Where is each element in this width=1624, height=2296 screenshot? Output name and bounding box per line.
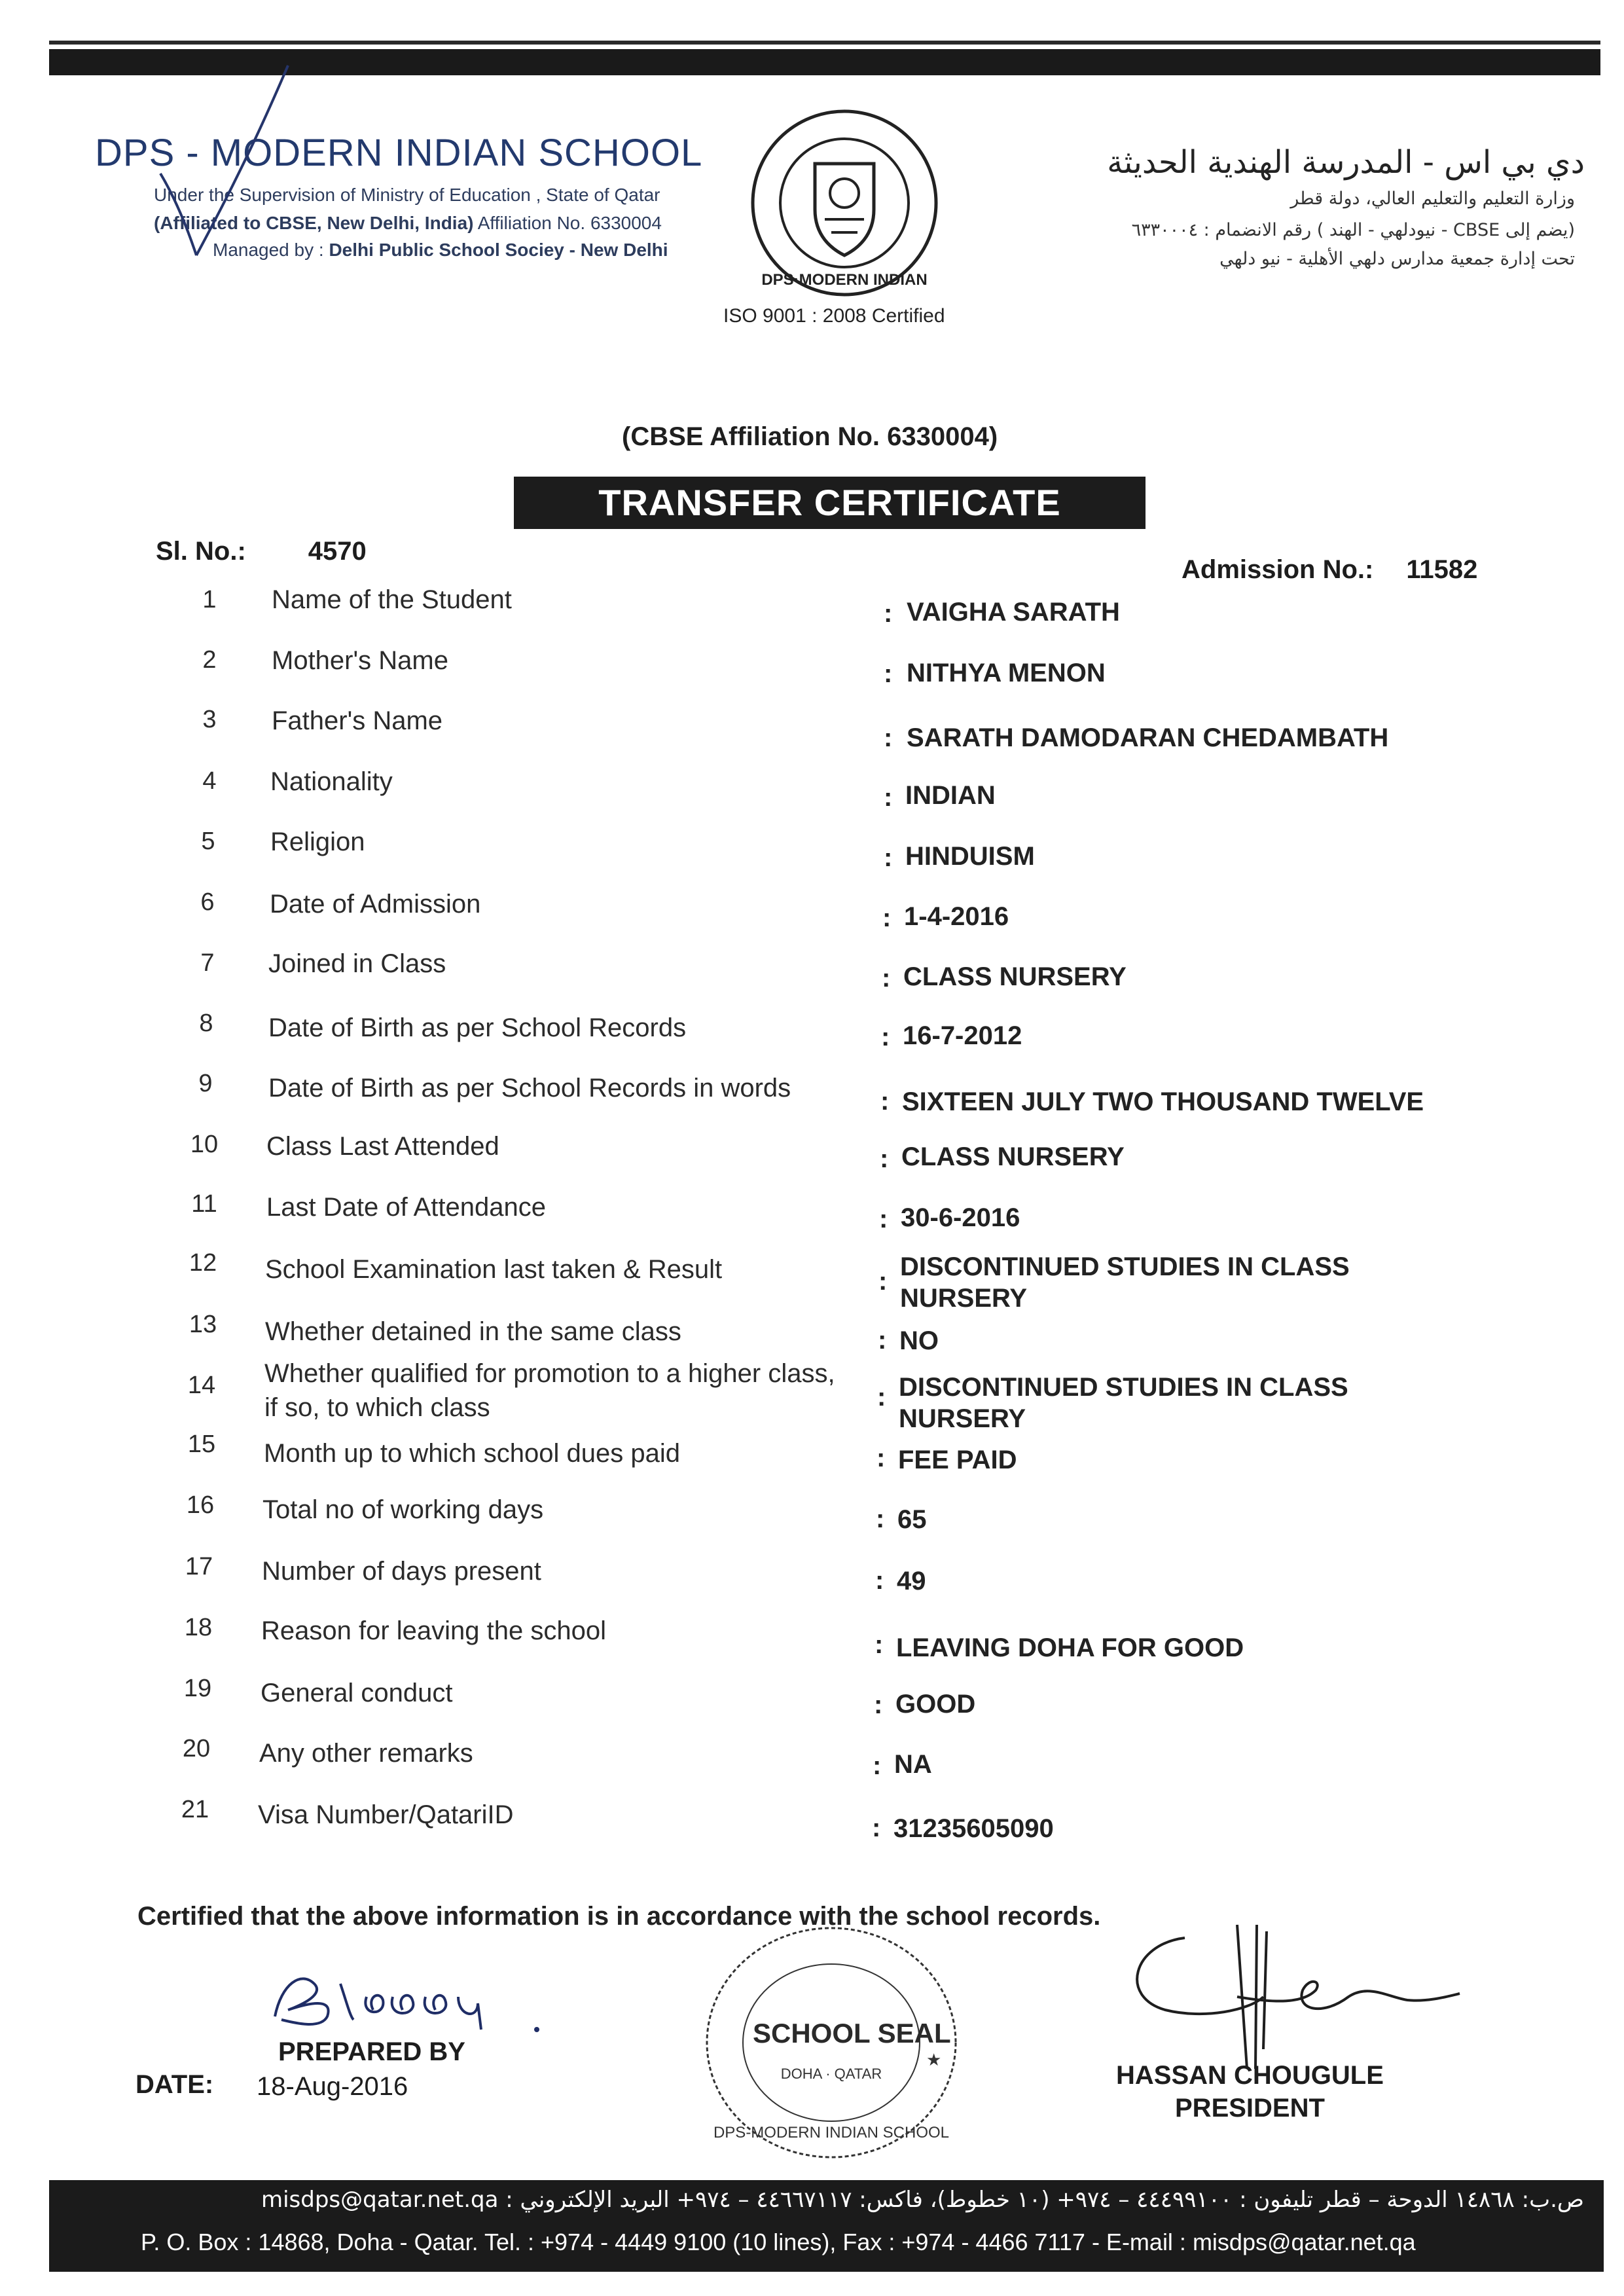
row-colon: : <box>876 1444 886 1472</box>
row-value: DISCONTINUED STUDIES IN CLASS <box>900 1252 1350 1281</box>
row-label: Date of Admission <box>270 890 481 919</box>
row-colon: : <box>878 1326 887 1355</box>
school-name-arabic: دي بي اس - المدرسة الهندية الحديثة <box>1107 144 1585 181</box>
date-value: 18-Aug-2016 <box>257 2072 408 2101</box>
row-value: 1-4-2016 <box>904 902 1009 931</box>
row-number: 2 <box>202 646 217 674</box>
row-colon: : <box>882 964 891 993</box>
row-value: GOOD <box>895 1690 976 1719</box>
row-label: Class Last Attended <box>266 1132 499 1161</box>
row-label-continued: if so, to which class <box>264 1393 490 1422</box>
row-label: Religion <box>270 828 365 856</box>
row-value: DISCONTINUED STUDIES IN CLASS <box>899 1373 1348 1402</box>
row-colon: : <box>876 1504 885 1533</box>
row-colon: : <box>882 903 892 932</box>
seal-ring-text: DPS-MODERN INDIAN SCHOOL <box>713 2124 950 2141</box>
footer-contact-bar <box>49 2180 1604 2272</box>
row-number: 13 <box>189 1311 217 1338</box>
row-label: Date of Birth as per School Records <box>268 1013 687 1042</box>
row-value: SARATH DAMODARAN CHEDAMBATH <box>907 723 1389 752</box>
prepared-by-signature-icon <box>262 1958 550 2049</box>
row-colon: : <box>884 599 893 628</box>
supervision-line: Under the Supervision of Ministry of Education , State of Qatar <box>154 185 660 205</box>
arabic-managed-line: تحت إدارة جمعية مدارس دلهي الأهلية - نيو دلهي <box>1219 249 1575 269</box>
svg-text:DPS·MODERN INDIAN: DPS·MODERN INDIAN <box>761 271 928 289</box>
pen-tick-mark <box>157 59 308 275</box>
row-value: NITHYA MENON <box>907 659 1106 687</box>
row-colon: : <box>872 1813 881 1842</box>
row-number: 17 <box>185 1553 213 1580</box>
admission-number-label: Admission No.: <box>1182 555 1374 584</box>
row-value: 31235605090 <box>893 1814 1054 1843</box>
row-label: Date of Birth as per School Records in words <box>268 1074 791 1102</box>
row-number: 20 <box>182 1735 211 1762</box>
row-colon: : <box>884 659 893 688</box>
row-number: 4 <box>202 767 217 795</box>
row-value: SIXTEEN JULY TWO THOUSAND TWELVE <box>902 1087 1424 1116</box>
row-number: 9 <box>198 1070 213 1097</box>
iso-certification: ISO 9001 : 2008 Certified <box>723 305 945 327</box>
row-number: 21 <box>181 1796 209 1823</box>
row-label: Number of days present <box>262 1557 541 1586</box>
row-label: Any other remarks <box>259 1739 473 1768</box>
row-value-continued: NURSERY <box>899 1404 1026 1433</box>
affiliation-number: Affiliation No. 6330004 <box>477 213 662 233</box>
serial-number <box>156 537 367 566</box>
admission-number-value: 11582 <box>1406 555 1478 584</box>
seal-text: SCHOOL SEAL <box>753 2018 951 2049</box>
row-colon: : <box>880 1087 890 1116</box>
row-colon: : <box>884 843 893 872</box>
row-label: Month up to which school dues paid <box>264 1439 680 1468</box>
managed-value: Delhi Public School Socieу - New Delhi <box>329 240 668 260</box>
row-colon: : <box>873 1751 882 1780</box>
certification-statement: Certified that the above information is in accordance with the school records. <box>137 1902 1101 1931</box>
footer-arabic-contact: ص.ب: ١٤٨٦٨ الدوحة – قطر تليفون : ٤٤٤٩٩١٠٠ – ٩٧٤+ (١٠ خطوط)، فاكس: ٤٤٦٦٧١١٧ – ٩٧٤+ البريد الإلكتروني : misdps@qatar.net.qa <box>261 2187 1584 2213</box>
president-title: PRESIDENT <box>1175 2094 1325 2123</box>
affiliated-bold: (Affiliated to CBSE, New Delhi, India) <box>154 213 474 233</box>
row-number: 1 <box>202 586 217 613</box>
row-value: 65 <box>897 1505 927 1534</box>
seal-star-icon: ★ <box>926 2050 942 2070</box>
row-number: 12 <box>189 1249 217 1277</box>
prepared-by-label: PREPARED BY <box>278 2037 465 2066</box>
date-label: DATE: <box>135 2070 214 2099</box>
row-colon: : <box>881 1023 890 1051</box>
row-colon: : <box>875 1630 884 1659</box>
row-number: 14 <box>187 1372 216 1399</box>
row-number: 7 <box>200 949 215 977</box>
row-colon: : <box>878 1267 888 1296</box>
row-value: NA <box>894 1750 932 1779</box>
row-value: LEAVING DOHA FOR GOOD <box>896 1633 1244 1662</box>
row-value: 16-7-2012 <box>903 1021 1022 1050</box>
row-label: Whether detained in the same class <box>265 1317 681 1346</box>
arabic-ministry-line: وزارة التعليم والتعليم العالي، دولة قطر <box>1290 189 1575 209</box>
row-label: Joined in Class <box>268 949 446 978</box>
row-number: 18 <box>184 1614 213 1641</box>
row-label: School Examination last taken & Result <box>265 1255 723 1284</box>
row-number: 10 <box>190 1131 219 1158</box>
row-label: General conduct <box>261 1679 453 1707</box>
row-label: Name of the Student <box>272 585 512 614</box>
row-value: FEE PAID <box>898 1446 1017 1474</box>
footer-english-contact: P. O. Box : 14868, Doha - Qatar. Tel. : +974 - 4449 9100 (10 lines), Fax : +974 - 4466 7117 - E-mail : misdps@qatar.net.qa <box>141 2229 1416 2255</box>
row-value: 49 <box>897 1567 926 1595</box>
row-value: NO <box>899 1326 939 1355</box>
row-label: Mother's Name <box>272 646 448 675</box>
row-colon: : <box>877 1383 886 1412</box>
president-name: HASSAN CHOUGULE <box>1116 2061 1384 2090</box>
row-value: 30-6-2016 <box>901 1203 1020 1232</box>
row-label: Reason for leaving the school <box>261 1616 606 1645</box>
row-label: Nationality <box>270 767 393 796</box>
row-colon: : <box>879 1205 888 1233</box>
row-value: CLASS NURSERY <box>903 962 1127 991</box>
row-value: VAIGHA SARATH <box>907 598 1120 627</box>
admission-number <box>1182 555 1477 585</box>
row-label: Last Date of Attendance <box>266 1193 546 1222</box>
row-number: 11 <box>191 1190 217 1218</box>
row-colon: : <box>884 783 893 812</box>
row-number: 6 <box>200 888 215 916</box>
row-value: INDIAN <box>905 781 996 810</box>
serial-number-value: 4570 <box>308 537 367 566</box>
cbse-affiliation: (CBSE Affiliation No. 6330004) <box>622 422 998 451</box>
school-seal-stamp <box>694 1918 969 2167</box>
managed-label: Managed by : <box>213 240 324 260</box>
row-label: Total no of working days <box>262 1495 544 1524</box>
row-value: HINDUISM <box>905 842 1035 871</box>
row-label: Father's Name <box>272 706 443 735</box>
row-number: 19 <box>183 1675 212 1702</box>
row-number: 15 <box>187 1430 216 1458</box>
serial-number-label: Sl. No.: <box>156 537 246 566</box>
row-label: Whether qualified for promotion to a higher class, <box>264 1359 835 1388</box>
row-colon: : <box>884 723 893 752</box>
arabic-affiliation-line: (يضم إلى CBSE - نيودلهي - الهند ) رقم الانضمام : ٦٣٣٠٠٠٤ <box>1131 220 1575 240</box>
row-number: 5 <box>201 828 215 855</box>
row-colon: : <box>874 1690 883 1719</box>
school-crest-icon <box>746 105 943 301</box>
row-colon: : <box>875 1566 884 1595</box>
row-value: CLASS NURSERY <box>901 1142 1125 1171</box>
seal-city: DOHA · QATAR <box>780 2066 882 2082</box>
school-name-english: DPS - MODERN INDIAN SCHOOL <box>95 132 703 174</box>
row-value-continued: NURSERY <box>900 1284 1028 1313</box>
certificate-title: TRANSFER CERTIFICATE <box>514 477 1146 529</box>
row-colon: : <box>880 1144 889 1173</box>
row-number: 16 <box>186 1491 215 1519</box>
row-label: Visa Number/QatariID <box>258 1800 514 1829</box>
top-rule <box>49 41 1600 45</box>
row-number: 8 <box>199 1010 213 1037</box>
row-number: 3 <box>202 706 217 733</box>
